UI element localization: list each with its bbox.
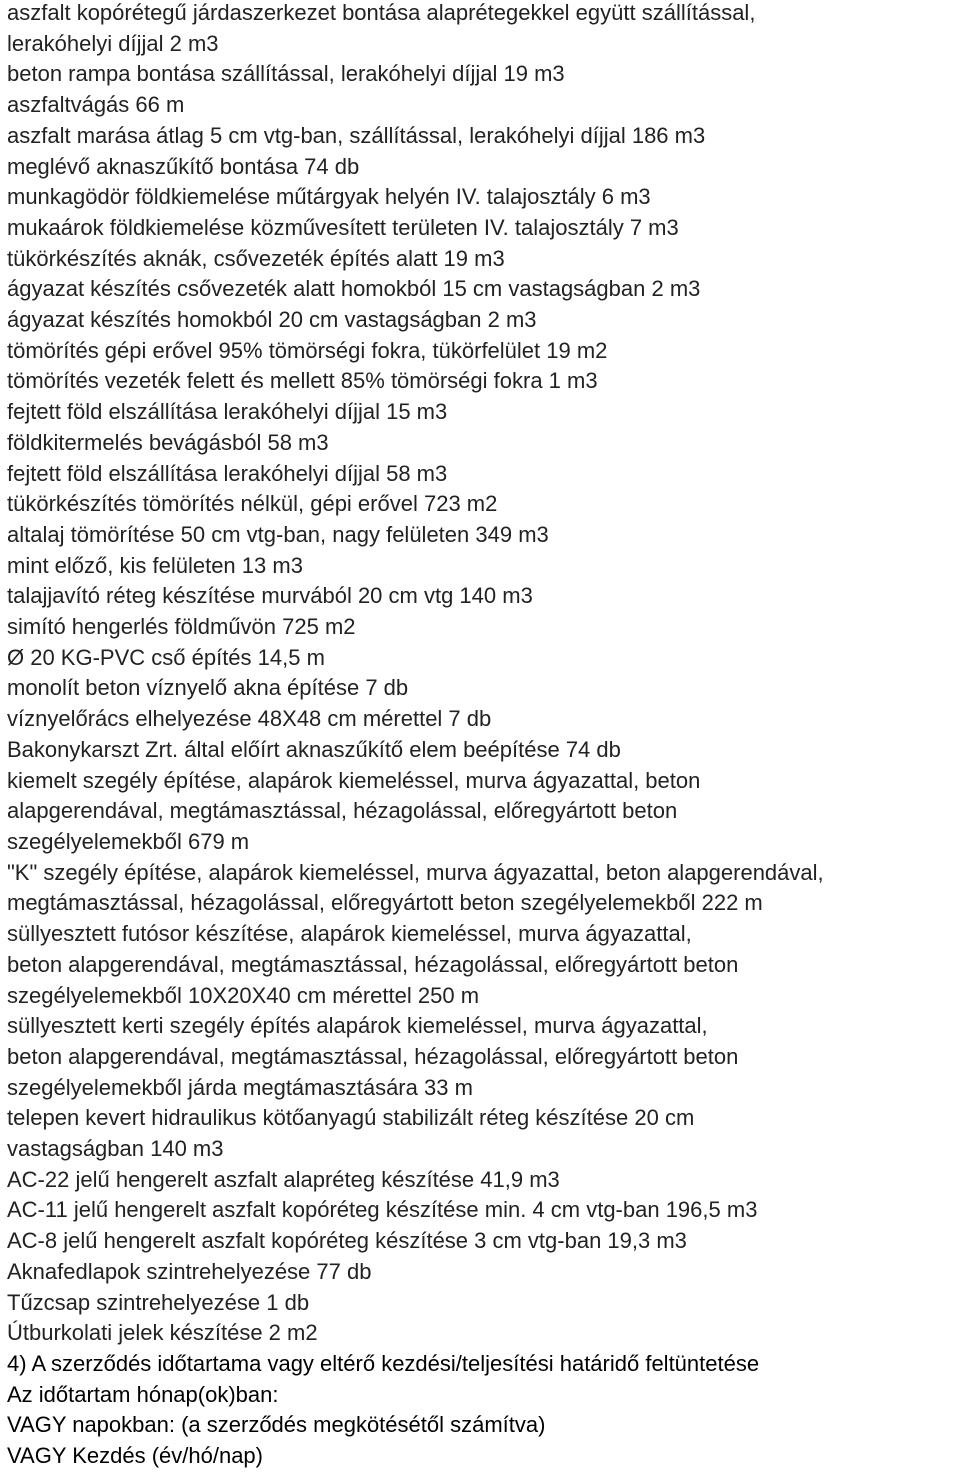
- text-line: ágyazat készítés csővezeték alatt homokból 15 cm vastagságban 2 m3: [7, 276, 701, 302]
- text-line: kiemelt szegély építése, alapárok kiemeléssel, murva ágyazattal, beton: [7, 767, 701, 793]
- text-line: Az időtartam hónap(ok)ban:: [7, 1381, 279, 1407]
- text-line: tömörítés vezeték felett és mellett 85% tömörségi fokra 1 m3: [7, 368, 598, 394]
- text-line: aszfalt kopórétegű járdaszerkezet bontása alaprétegekkel együtt szállítással,: [7, 0, 756, 25]
- text-line: Aknafedlapok szintrehelyezése 77 db: [7, 1258, 372, 1284]
- text-line: aszfalt marása átlag 5 cm vtg-ban, szállítással, lerakóhelyi díjjal 186 m3: [7, 122, 706, 148]
- text-line: tükörkészítés tömörítés nélkül, gépi erővel 723 m2: [7, 491, 498, 517]
- text-line: simító hengerlés földművön 725 m2: [7, 614, 356, 640]
- text-line: szegélyelemekből járda megtámasztására 33 m: [7, 1074, 473, 1100]
- text-line: mint előző, kis felületen 13 m3: [7, 552, 303, 578]
- text-line: fejtett föld elszállítása lerakóhelyi díjjal 15 m3: [7, 399, 448, 425]
- text-line: süllyesztett futósor készítése, alapárok kiemeléssel, murva ágyazattal,: [7, 921, 692, 947]
- text-line: aszfaltvágás 66 m: [7, 92, 185, 118]
- text-line: ágyazat készítés homokból 20 cm vastagságban 2 m3: [7, 307, 537, 333]
- text-line: megtámasztással, hézagolással, előregyártott beton szegélyelemekből 222 m: [7, 890, 763, 916]
- text-line: szegélyelemekből 679 m: [7, 828, 250, 854]
- text-line: VAGY napokban: (a szerződés megkötésétől számítva): [7, 1412, 546, 1438]
- text-line: Tűzcsap szintrehelyezése 1 db: [7, 1289, 310, 1315]
- text-line: munkagödör földkiemelése műtárgyak helyén IV. talajosztály 6 m3: [7, 184, 651, 210]
- text-line: VAGY Kezdés (év/hó/nap): [7, 1443, 263, 1469]
- text-line: telepen kevert hidraulikus kötőanyagú stabilizált réteg készítése 20 cm: [7, 1105, 695, 1131]
- text-line: víznyelőrács elhelyezése 48X48 cm mérettel 7 db: [7, 706, 492, 732]
- text-line: Bakonykarszt Zrt. által előírt aknaszűkítő elem beépítése 74 db: [7, 736, 621, 762]
- text-line: földkitermelés bevágásból 58 m3: [7, 429, 329, 455]
- text-line: süllyesztett kerti szegély építés alapárok kiemeléssel, murva ágyazattal,: [7, 1013, 708, 1039]
- text-line: meglévő aknaszűkítő bontása 74 db: [7, 153, 360, 179]
- text-line: talajjavító réteg készítése murvából 20 cm vtg 140 m3: [7, 583, 533, 609]
- text-line: Útburkolati jelek készítése 2 m2: [7, 1320, 318, 1346]
- text-line: "K" szegély építése, alapárok kiemeléssel, murva ágyazattal, beton alapgerendával,: [7, 859, 824, 885]
- text-line: tükörkészítés aknák, csővezeték építés alatt 19 m3: [7, 245, 505, 271]
- text-line: AC-11 jelű hengerelt aszfalt kopóréteg készítése min. 4 cm vtg-ban 196,5 m3: [7, 1197, 758, 1223]
- text-line: beton alapgerendával, megtámasztással, hézagolással, előregyártott beton: [7, 951, 739, 977]
- text-line: beton alapgerendával, megtámasztással, hézagolással, előregyártott beton: [7, 1043, 739, 1069]
- text-line: altalaj tömörítése 50 cm vtg-ban, nagy felületen 349 m3: [7, 521, 549, 547]
- text-line: AC-8 jelű hengerelt aszfalt kopóréteg készítése 3 cm vtg-ban 19,3 m3: [7, 1228, 687, 1254]
- section-heading: 4) A szerződés időtartama vagy eltérő kezdési/teljesítési határidő feltüntetése: [7, 1350, 760, 1376]
- text-line: beton rampa bontása szállítással, lerakóhelyi díjjal 19 m3: [7, 61, 565, 87]
- text-line: alapgerendával, megtámasztással, hézagolással, előregyártott beton: [7, 798, 678, 824]
- text-line: monolít beton víznyelő akna építése 7 db: [7, 675, 409, 701]
- text-line: lerakóhelyi díjjal 2 m3: [7, 30, 219, 56]
- text-line: tömörítés gépi erővel 95% tömörségi fokra, tükörfelület 19 m2: [7, 337, 608, 363]
- text-line: szegélyelemekből 10X20X40 cm mérettel 250 m: [7, 982, 480, 1008]
- text-line: fejtett föld elszállítása lerakóhelyi díjjal 58 m3: [7, 460, 448, 486]
- text-line: vastagságban 140 m3: [7, 1136, 224, 1162]
- text-line: Ø 20 KG-PVC cső építés 14,5 m: [7, 644, 325, 670]
- text-line: AC-22 jelű hengerelt aszfalt alapréteg készítése 41,9 m3: [7, 1166, 560, 1192]
- text-line: mukaárok földkiemelése közművesített területen IV. talajosztály 7 m3: [7, 214, 679, 240]
